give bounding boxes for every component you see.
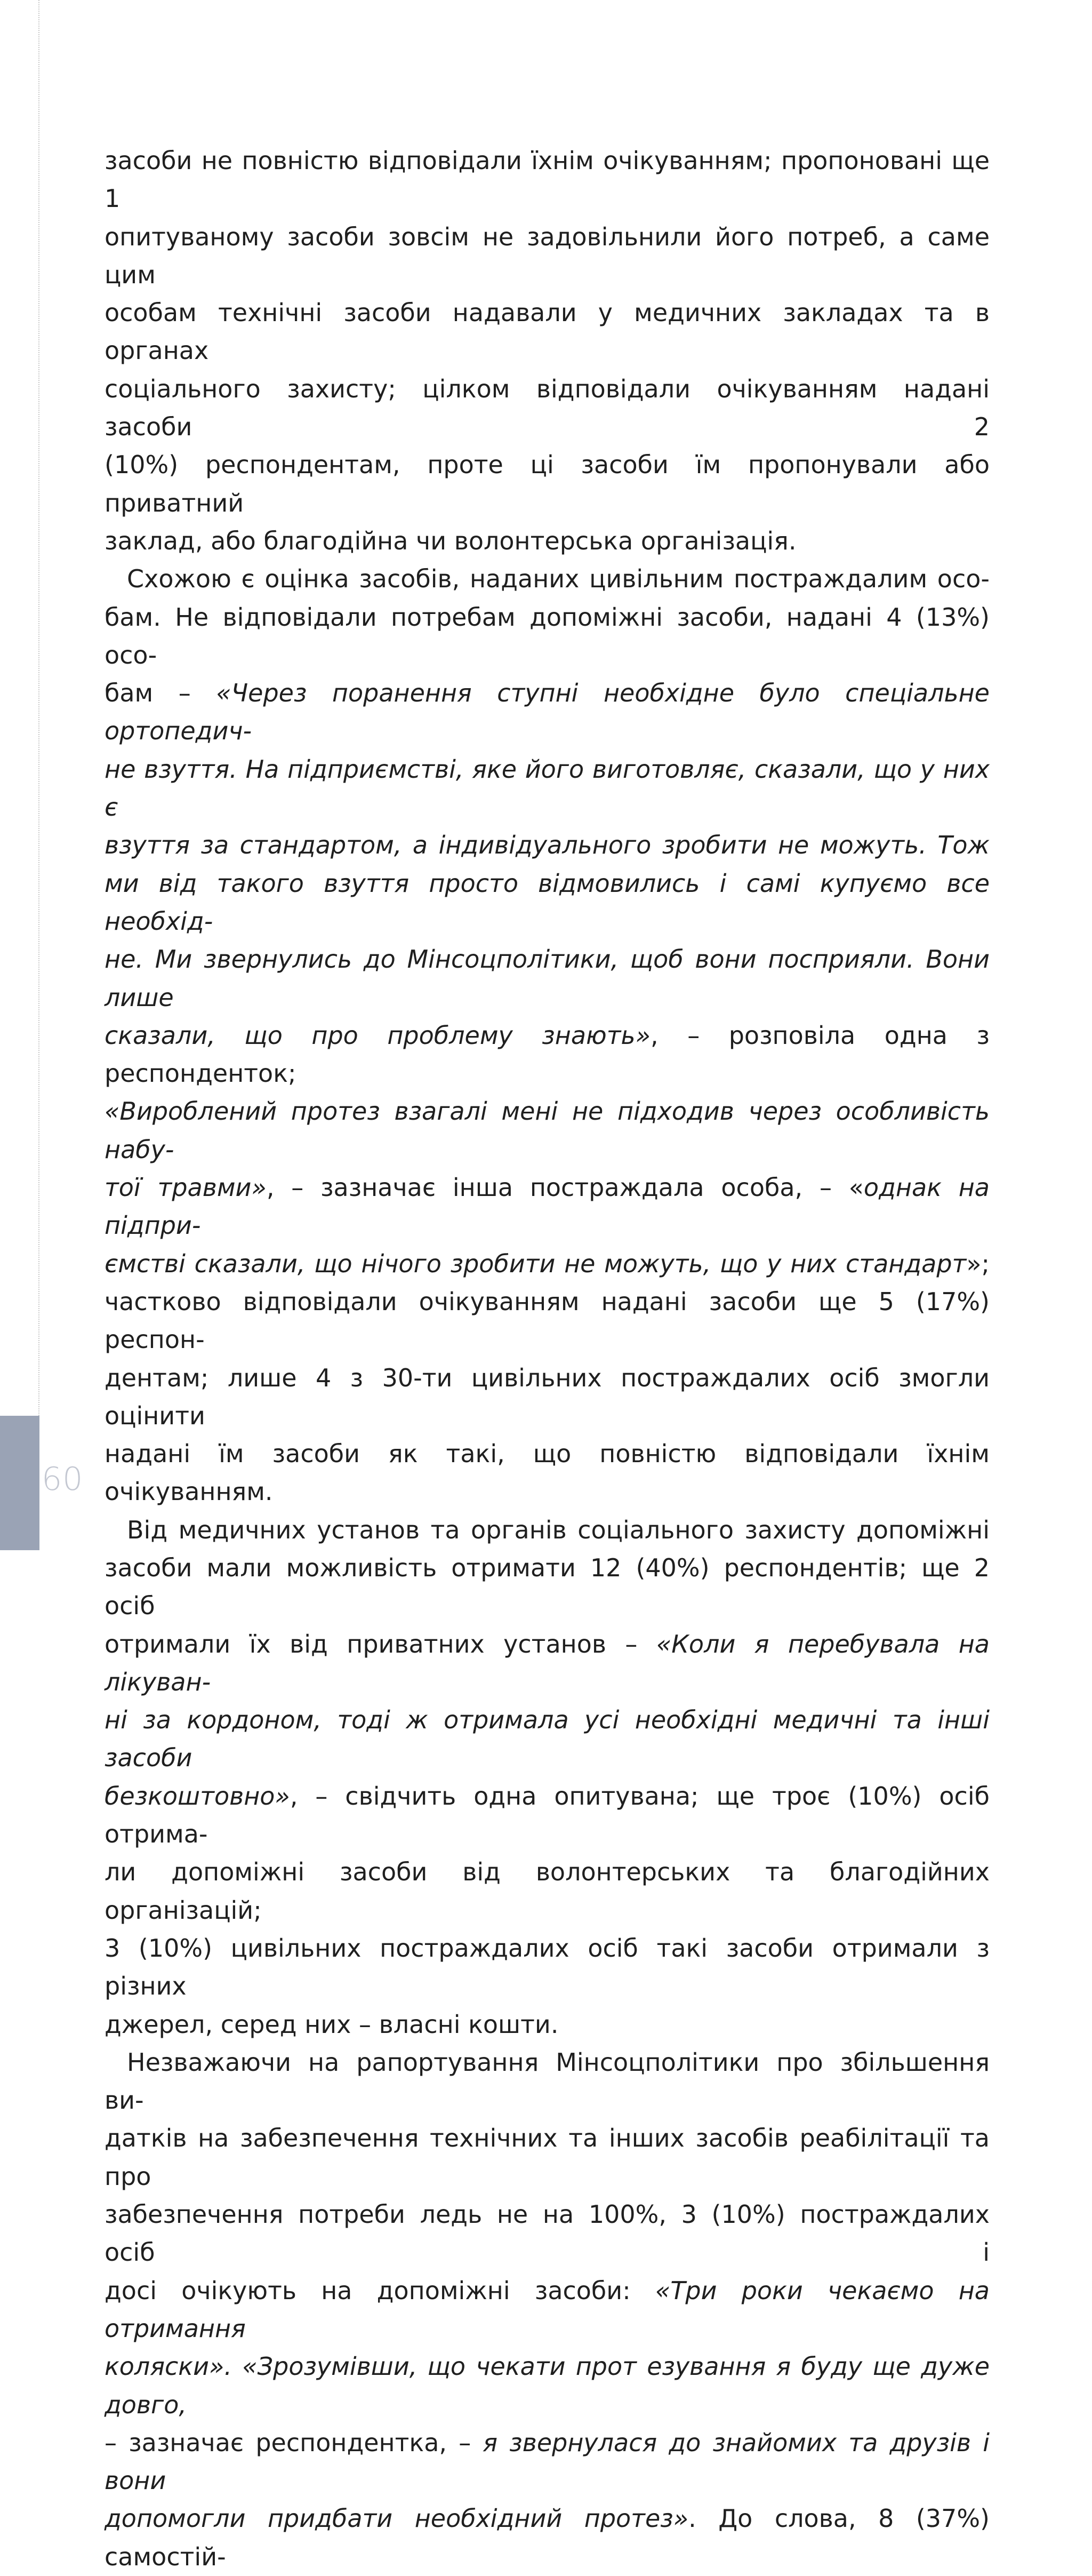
body-text: [105, 142, 990, 2576]
text-run: надані їм засоби як такі, що повністю відповідали їхнім очікуванням.: [105, 1439, 990, 1506]
paragraph-4: [105, 2044, 990, 2576]
italic-quote-run: однак на підпри-: [105, 1173, 990, 1240]
text-line: [105, 674, 990, 751]
text-run: забезпечення потреби ледь не на 100%, 3 (10%) постраждалих осіб і: [105, 2200, 990, 2267]
text-line: [105, 560, 990, 598]
text-run: бам. Не відповідали потребам допоміжні засоби, надані 4 (13%) осо-: [105, 602, 990, 669]
text-line: [105, 751, 990, 827]
italic-quote-run: ми від такого взуття просто відмовились і самі купуємо все необхід-: [105, 868, 990, 936]
text-line: [105, 1929, 990, 2006]
text-line: [105, 826, 990, 864]
text-run: заклад, або благодійна чи волонтерська організація.: [105, 526, 797, 555]
text-line: [105, 522, 990, 560]
italic-quote-run: «Через поранення ступні необхідне було спеціальне ортопедич-: [105, 679, 990, 746]
text-line: [105, 2044, 990, 2120]
text-line: [105, 2196, 990, 2272]
text-line: [105, 599, 990, 675]
italic-quote-run: ємстві сказали, що нічого зробити не можуть, що у них стандарт: [105, 1249, 967, 1278]
text-line: [105, 2424, 990, 2500]
italic-quote-run: «Коли я перебувала на лікуван-: [105, 1629, 990, 1696]
text-run: (10%) респондентам, проте ці засоби їм пропонували або приватний: [105, 450, 990, 517]
text-line: [105, 1435, 990, 1511]
text-line: [105, 294, 990, 370]
text-run: – зазначає респондентка, –: [105, 2428, 483, 2457]
italic-quote-run: взуття за стандартом, а індивідуального зробити не можуть. Тож: [105, 831, 990, 860]
text-line: [105, 1245, 990, 1283]
text-run: джерел, серед них – власні кошти.: [105, 2009, 559, 2039]
italic-quote-run: коляски». «Зрозумівши, що чекати прот езування я буду ще дуже довго,: [105, 2352, 990, 2419]
italic-quote-run: тої травми»: [105, 1173, 267, 1202]
text-line: [105, 1549, 990, 1625]
page-number-tab: [0, 1416, 39, 1550]
text-line: [105, 142, 990, 218]
text-line: [105, 1359, 990, 1435]
text-run: , – свідчить одна опитувана; ще троє (10%) осіб отрима-: [105, 1781, 990, 1849]
italic-quote-run: безкоштовно»: [105, 1781, 290, 1811]
text-run: соціального захисту; цілком відповідали очікуванням надані засоби 2: [105, 374, 990, 442]
text-run: 3 (10%) цивільних постраждалих осіб такі засоби отримали з різних: [105, 1933, 990, 2001]
text-line: [105, 1092, 990, 1169]
text-line: [105, 1777, 990, 1854]
text-line: [105, 1169, 990, 1245]
text-line: [105, 370, 990, 446]
text-line: [105, 2006, 990, 2044]
text-line: [105, 1017, 990, 1093]
italic-quote-run: «Вироблений протез взагалі мені не підходив через особливість набу-: [105, 1097, 990, 1164]
text-line: [105, 2348, 990, 2424]
page-edge-line: [38, 0, 39, 1550]
text-line: [105, 2272, 990, 2348]
text-run: , – зазначає інша постраждала особа, – «: [266, 1173, 864, 1202]
text-run: опитуваному засоби зовсім не задовільнили його потреб, а саме цим: [105, 222, 990, 289]
italic-quote-run: не взуття. На підприємстві, яке його виготовляє, сказали, що у них є: [105, 754, 990, 822]
text-line: [105, 940, 990, 1017]
text-run: бам –: [105, 679, 216, 708]
text-line: [105, 218, 990, 294]
text-run: дентам; лише 4 з 30-ти цивільних постраждалих осіб змогли оцінити: [105, 1363, 990, 1430]
text-line: [105, 2119, 990, 2196]
text-run: Незважаючи на рапортування Мінсоцполітики про збільшення ви-: [105, 2047, 990, 2115]
text-run: засоби мали можливість отримати 12 (40%) респондентів; ще 2 осіб: [105, 1553, 990, 1621]
text-line: [105, 865, 990, 941]
text-run: »;: [966, 1249, 990, 1278]
text-run: Схожою є оцінка засобів, наданих цивільним постраждалим осо-: [127, 564, 990, 594]
text-run: , – розповіла одна з респонденток;: [105, 1020, 990, 1088]
text-run: отримали їх від приватних установ –: [105, 1629, 656, 1658]
page-number: 60: [42, 1461, 84, 1498]
italic-quote-run: не. Ми звернулись до Мінсоцполітики, щоб вони посприяли. Вони лише: [105, 945, 990, 1012]
text-line: [105, 1283, 990, 1359]
paragraph-3: [105, 1511, 990, 2044]
paragraph-2: [105, 560, 990, 1511]
text-run: датків на забезпечення технічних та інших засобів реабілітації та про: [105, 2124, 990, 2191]
text-run: особам технічні засоби надавали у медичних закладах та в органах: [105, 298, 990, 365]
text-run: Від медичних установ та органів соціального захисту допоміжні: [127, 1515, 990, 1544]
text-line: [105, 1701, 990, 1777]
text-line: [105, 1625, 990, 1702]
italic-quote-run: ні за кордоном, тоді ж отримала усі необхідні медичні та інші засоби: [105, 1705, 990, 1773]
italic-quote-run: я звернулася до знайомих та друзів і вони: [105, 2428, 990, 2495]
text-run: досі очікують на допоміжні засоби:: [105, 2276, 655, 2305]
text-run: засоби не повністю відповідали їхнім очікуванням; пропоновані ще 1: [105, 146, 990, 213]
italic-quote-run: допомогли придбати необхідний протез»: [105, 2504, 689, 2533]
italic-quote-run: «Три роки чекаємо на отримання: [105, 2276, 990, 2343]
paragraph-1: [105, 142, 990, 560]
text-line: [105, 1511, 990, 1549]
text-line: [105, 446, 990, 522]
text-run: частково відповідали очікуванням надані засоби ще 5 (17%) респон-: [105, 1287, 990, 1354]
text-line: [105, 2500, 990, 2576]
text-run: ли допоміжні засоби від волонтерських та благодійних організацій;: [105, 1857, 990, 1925]
text-line: [105, 1853, 990, 1929]
text-run: . До слова, 8 (37%) самостій-: [105, 2504, 990, 2571]
italic-quote-run: сказали, що про проблему знають»: [105, 1020, 651, 1050]
